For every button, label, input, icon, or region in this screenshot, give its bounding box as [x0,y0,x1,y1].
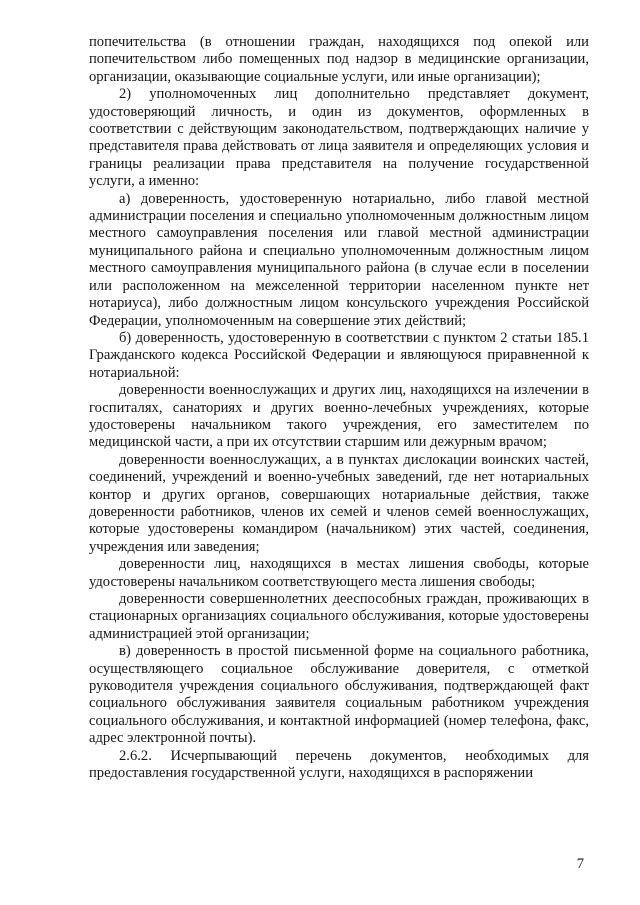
paragraph-social-institutions: доверенности совершеннолетних дееспособных граждан, проживающих в стационарных организациях социального обслуживания, которые удостоверены администрацией этой организации; [89,591,589,642]
paragraph-military-hospital: доверенности военнослужащих и других лиц, находящихся на излечении в госпиталях, санаториях и других военно-лечебных учреждениях, которые удостоверены начальником такого учреждения, его заместителем по медицинской части, а при их отсутствии старшим или дежурным врачом; [89,382,589,451]
paragraph-section-2-6-2: 2.6.2. Исчерпывающий перечень документов, необходимых для предоставления государственной услуги, находящихся в распоряжении [89,747,589,782]
paragraph-military-units: доверенности военнослужащих, а в пунктах дислокации воинских частей, соединений, учреждений и военно-учебных заведений, где нет нотариальных контор и других органов, совершающих нотариальные действия, также доверенности работников, членов их семей и членов семей военнослужащих, которые удостоверены командиром (начальником) этих частей, соединения, учреждения или заведения; [89,451,589,555]
paragraph-item-v: в) доверенность в простой письменной форме на социального работника, осуществляющего социальное обслуживание доверителя, с отметкой руководителя учреждения социального обслуживания, подтверждающей факт социального обслуживания заявителя социальным работником учреждения социального обслуживания, и контактной информацией (номер телефона, факс, адрес электронной почты). [89,643,589,747]
page-number: 7 [576,856,584,872]
paragraph-item-a: а) доверенность, удостоверенную нотариально, либо главой местной администрации поселения и специально уполномоченным должностным лицом местного самоуправления поселения или главой местной администрации муниципального района и специально уполномоченным должностным лицом местного самоуправления муниципального района (в случае если в поселении или расположенном на межселенной территории населенном пункте нет нотариуса), либо должностным лицом консульского учреждения Российской Федерации, уполномоченным на совершение этих действий; [89,190,589,329]
paragraph-representatives: 2) уполномоченных лиц дополнительно представляет документ, удостоверяющий личность, и один из документов, оформленных в соответствии с действующим законодательством, подтверждающих наличие у представителя права действовать от лица заявителя и определяющих условия и границы реализации права представителя на получение государственной услуги, а именно: [89,86,589,190]
paragraph-item-b: б) доверенность, удостоверенную в соответствии с пунктом 2 статьи 185.1 Гражданского кодекса Российской Федерации и являющуюся приравненной к нотариальной: [89,329,589,381]
paragraph-detention: доверенности лиц, находящихся в местах лишения свободы, которые удостоверены начальником соответствующего места лишения свободы; [89,556,589,590]
paragraph-guardianship: попечительства (в отношении граждан, находящихся под опекой или попечительством либо помещенных под надзор в медицинские организации, организации, оказывающие социальные услуги, или иные организации); [89,34,589,85]
document-body [89,34,589,782]
